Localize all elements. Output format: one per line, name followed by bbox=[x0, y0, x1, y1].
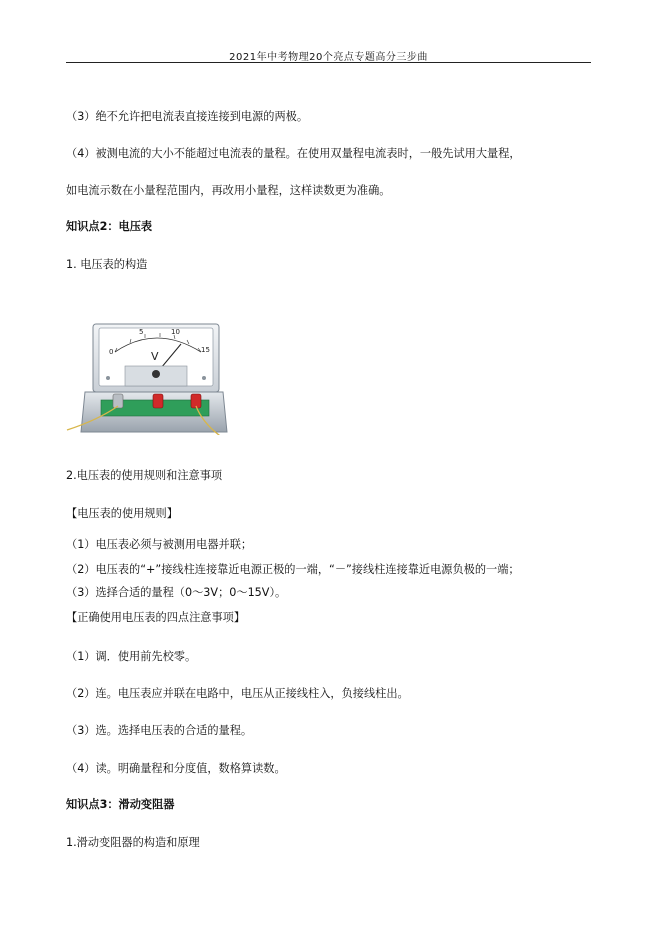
text-line: 如电流示数在小量程范围内，再改用小量程，这样读数更为准确。 bbox=[66, 184, 391, 197]
text-line: （3）选。选择电压表的合适的量程。 bbox=[66, 724, 253, 737]
text-line: 【电压表的使用规则】 bbox=[66, 507, 178, 520]
text-line: （4）被测电流的大小不能超过电流表的量程。在使用双量程电流表时，一般先试用大量程， bbox=[66, 147, 521, 160]
scale-label: 5 bbox=[139, 328, 144, 336]
text-line: （3）选择合适的量程（0～3V；0～15V）。 bbox=[66, 586, 287, 599]
section-heading: 知识点2：电压表 bbox=[66, 220, 153, 233]
scale-label: 10 bbox=[171, 328, 180, 336]
text-line: （1）调．使用前先校零。 bbox=[66, 650, 197, 663]
text-line: 1.滑动变阻器的构造和原理 bbox=[66, 836, 200, 849]
text-line: （4）读。明确量程和分度值，数格算读数。 bbox=[66, 762, 286, 775]
unit-label: V bbox=[151, 350, 159, 363]
voltmeter-figure bbox=[63, 320, 228, 435]
scale-label: 0 bbox=[109, 348, 114, 356]
section-heading: 知识点3：滑动变阻器 bbox=[66, 798, 175, 811]
header-divider bbox=[66, 62, 591, 63]
text-line: 1. 电压表的构造 bbox=[66, 258, 148, 271]
text-line: （2）连。电压表应并联在电路中，电压从正接线柱入，负接线柱出。 bbox=[66, 687, 409, 700]
text-line: 【正确使用电压表的四点注意事项】 bbox=[66, 611, 246, 624]
page-header: 2021年中考物理20个亮点专题高分三步曲 bbox=[229, 52, 428, 63]
text-line: （2）电压表的“+”接线柱连接靠近电源正极的一端，“－”接线柱连接靠近电源负极的一端； bbox=[66, 563, 520, 576]
voltmeter-icon bbox=[63, 320, 228, 435]
text-line: （3）绝不允许把电流表直接连接到电源的两极。 bbox=[66, 110, 309, 123]
text-line: （1）电压表必须与被测用电器并联； bbox=[66, 538, 253, 551]
text-line: 2.电压表的使用规则和注意事项 bbox=[66, 469, 223, 482]
scale-label: 15 bbox=[201, 346, 210, 354]
